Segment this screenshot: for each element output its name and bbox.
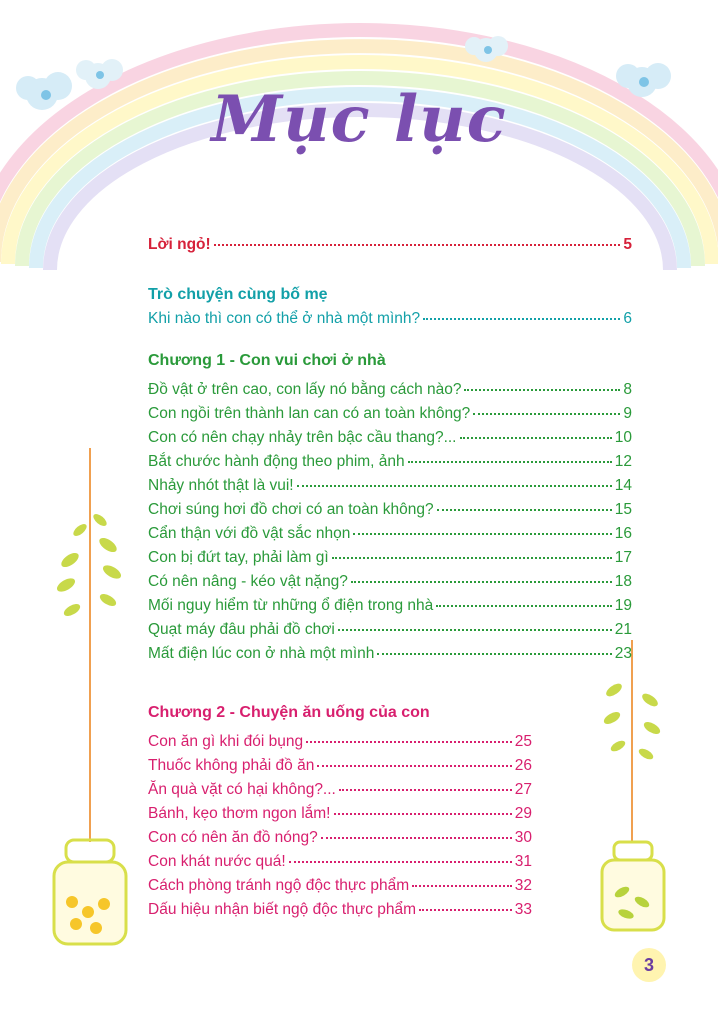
toc-entry[interactable] [148,757,532,777]
toc-entry-label: Con ngồi trên thành lan can có an toàn không? [148,405,471,422]
dot-leader [437,509,612,511]
toc-entry-label: Con có nên chạy nhảy trên bậc cầu thang?... [148,429,457,446]
toc-entry-page: 32 [514,877,532,894]
toc-entry-page: 19 [614,597,632,614]
toc-entry[interactable] [148,829,532,849]
toc-entry-page: 12 [614,453,632,470]
toc-entry-label: Đồ vật ở trên cao, con lấy nó bằng cách nào? [148,381,462,398]
dot-leader [412,885,512,887]
toc-entry-page: 16 [614,525,632,542]
toc-entry-page: 17 [614,549,632,566]
toc-entry-label: Chơi súng hơi đồ chơi có an toàn không? [148,501,434,518]
hanging-jar-left [54,448,126,944]
hanging-jar-right [602,640,664,930]
dot-leader [351,581,612,583]
toc-entry-page: 27 [514,781,532,798]
toc-entry[interactable] [148,853,532,873]
section-heading-chapter2: Chương 2 - Chuyện ăn uống của con [148,704,430,721]
toc-entry-label: Cẩn thận với đồ vật sắc nhọn [148,525,351,542]
dot-leader [464,389,620,391]
toc-entry[interactable] [148,405,632,425]
toc-entry-page: 21 [614,621,632,638]
toc-entry-page: 9 [623,405,632,422]
toc-entry[interactable] [148,381,632,401]
section-heading-parents: Trò chuyện cùng bố mẹ [148,286,328,303]
toc-entry[interactable] [148,621,632,641]
toc-entry[interactable] [148,597,632,617]
toc-entry-intro[interactable] [148,236,632,256]
page-number-badge: 3 [632,948,666,982]
toc-entry-page: 30 [514,829,532,846]
dot-leader [317,765,511,767]
toc-entry-label: Thuốc không phải đồ ăn [148,757,315,774]
toc-entry[interactable] [148,781,532,801]
dot-leader [473,413,620,415]
toc-entry-label: Con bị đứt tay, phải làm gì [148,549,329,566]
dot-leader [339,789,512,791]
dot-leader [289,861,512,863]
toc-entry-label: Có nên nâng - kéo vật nặng? [148,573,348,590]
toc-entry-label: Con có nên ăn đồ nóng? [148,829,318,846]
toc-entry-label: Bánh, kẹo thơm ngon lắm! [148,805,331,822]
toc-entry-page: 6 [623,310,632,327]
toc-entry-label: Ăn quà vặt có hại không?... [148,781,336,798]
toc-entry[interactable] [148,477,632,497]
toc-entry[interactable] [148,877,532,897]
toc-entry-page: 29 [514,805,532,822]
toc-entry-label: Khi nào thì con có thể ở nhà một mình? [148,310,421,327]
toc-entry-page: 14 [614,477,632,494]
dot-leader [436,605,611,607]
toc-entry-page: 25 [514,733,532,750]
toc-entry[interactable] [148,805,532,825]
toc-entry-page: 26 [514,757,532,774]
toc-entry-label: Quạt máy đâu phải đồ chơi [148,621,335,638]
dot-leader [408,461,612,463]
toc-entry-page: 31 [514,853,532,870]
dot-leader [353,533,611,535]
toc-entry-label: Con ăn gì khi đói bụng [148,733,304,750]
dot-leader [214,244,621,246]
toc-entry-page: 5 [623,236,632,253]
toc-entry[interactable] [148,645,632,665]
toc-entry[interactable] [148,525,632,545]
toc-entry-label: Mất điện lúc con ở nhà một mình [148,645,375,662]
toc-entry-label: Nhảy nhót thật là vui! [148,477,294,494]
page-title: Mục lục [211,82,507,157]
toc-entry[interactable] [148,310,632,330]
section-heading-chapter1: Chương 1 - Con vui chơi ở nhà [148,352,386,369]
toc-entry-label: Cách phòng tránh ngộ độc thực phẩm [148,877,410,894]
dot-leader [334,813,512,815]
dot-leader [338,629,612,631]
toc-entry[interactable] [148,429,632,449]
toc-entry-label: Dấu hiệu nhận biết ngộ độc thực phẩm [148,901,417,918]
toc-entry[interactable] [148,901,532,921]
toc-entry-page: 18 [614,573,632,590]
dot-leader [419,909,512,911]
dot-leader [306,741,512,743]
dot-leader [321,837,512,839]
toc-entry-label: Bắt chước hành động theo phim, ảnh [148,453,405,470]
toc-entry[interactable] [148,573,632,593]
toc-entry-page: 33 [514,901,532,918]
toc-entry[interactable] [148,501,632,521]
toc-entry-label: Mối nguy hiểm từ những ổ điện trong nhà [148,597,434,614]
toc-entry-page: 15 [614,501,632,518]
toc-entry-page: 10 [614,429,632,446]
toc-entry-page: 23 [614,645,632,662]
dot-leader [332,557,612,559]
toc-entry[interactable] [148,549,632,569]
toc-entry-label: Lời ngỏ! [148,236,211,253]
toc-entry[interactable] [148,733,532,753]
dot-leader [460,437,612,439]
toc-entry-page: 8 [623,381,632,398]
dot-leader [377,653,611,655]
dot-leader [423,318,620,320]
toc-entry-label: Con khát nước quá! [148,853,286,870]
dot-leader [297,485,612,487]
toc-entry[interactable] [148,453,632,473]
